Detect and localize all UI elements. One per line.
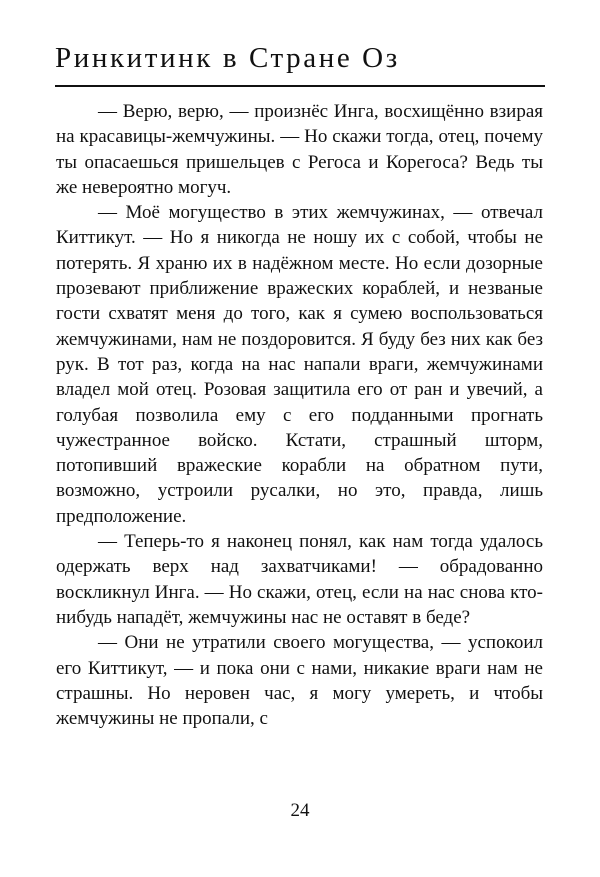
body-text [56,99,543,731]
page-number: 24 [290,800,310,821]
paragraph: — Они не утратили своего могущества, — успокоил его Киттикут, — и пока они с нами, никакие враги нам не страшны. Но неровен час, я могу умереть, и чтобы жемчужины не пропали, с [56,632,543,730]
paragraph: — Моё могущество в этих жемчужинах, — отвечал Киттикут. — Но я никогда не ношу их с собой, чтобы не потерять. Я храню их в надёжном месте. Но если дозорные прозевают приближение вражеских кораблей, и незваные гости схватят меня до того, как я сумею воспользоваться жемчужинами, нам не поздоровится. Я буду без них как без рук. В тот раз, когда на нас напали враги, жемчужинами владел мой отец. Розовая защитила его от ран и увечий, а голубая позволила ему с его подданными прогнать чужестранное войско. Кстати, страшный шторм, потопивший вражеские корабли на обратном пути, возможно, устроили русалки, но это, правда, лишь предположение. [56,202,543,527]
paragraph: — Теперь-то я наконец понял, как нам тогда удалось одержать верх над захватчиками! — обрадованно воскликнул Инга. — Но скажи, отец, если на нас снова кто-нибудь нападёт, жемчужины нас не оставят в беде? [56,531,543,628]
running-head-title: Ринкитинк в Стране Оз [55,42,400,74]
paragraph: — Верю, верю, — произнёс Инга, восхищённо взирая на красавицы-жемчужины. — Но скажи тогда, отец, почему ты опасаешься пришельцев с Регоса и Корегоса? Ведь ты же невероятно могуч. [56,101,543,198]
header-rule [55,85,545,87]
